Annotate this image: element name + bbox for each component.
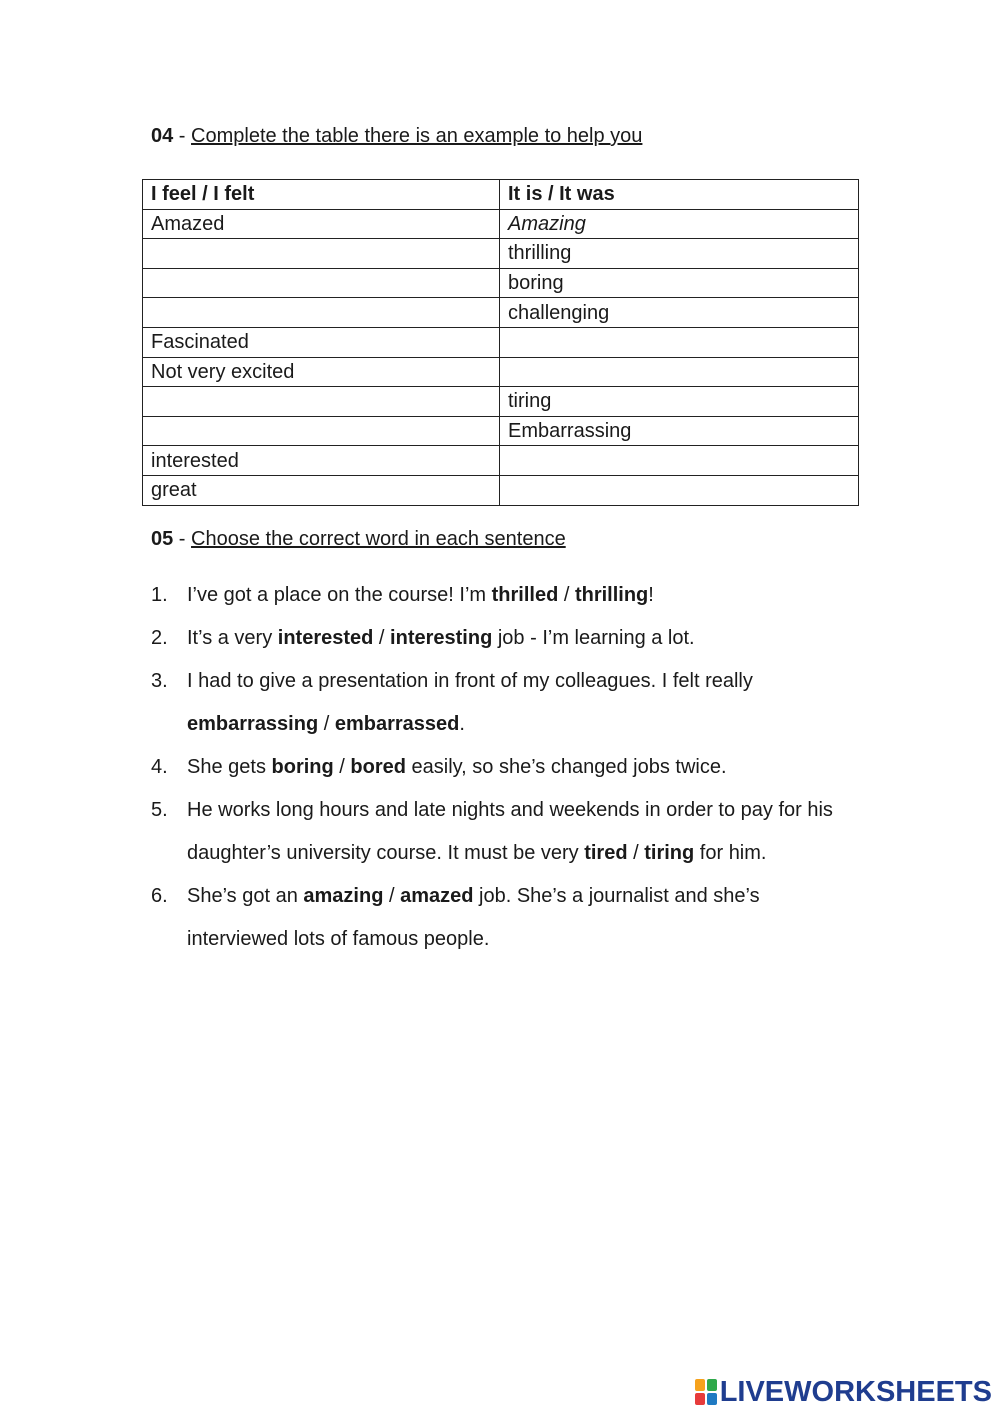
logo-mark-icon [695, 1379, 717, 1405]
table-row [143, 298, 859, 328]
logo-tile [707, 1393, 717, 1405]
feel-answer-cell[interactable] [143, 387, 500, 417]
table-row [143, 327, 859, 357]
choice-option[interactable]: embarrassed [334, 713, 460, 735]
question-item [151, 574, 851, 617]
question-text: I had to give a presentation in front of my colleagues. I felt really [187, 670, 753, 692]
question-text: She’s got an [187, 885, 304, 907]
it-is-cell: thrilling [500, 239, 859, 269]
question-number: 6. [151, 885, 168, 907]
feel-cell: Not very excited [143, 357, 500, 387]
question-number: 2. [151, 627, 168, 649]
choice-option[interactable]: tiring [644, 842, 695, 864]
choice-separator: / [333, 756, 351, 778]
table-header-row [143, 180, 859, 210]
question-number: 5. [151, 799, 168, 821]
feel-answer-cell[interactable] [143, 268, 500, 298]
question-number: 3. [151, 670, 168, 692]
table-row [143, 387, 859, 417]
choice-option[interactable]: bored [350, 756, 406, 778]
it-is-answer-cell[interactable] [500, 475, 859, 505]
question-text: job - I’m learning a lot. [492, 627, 695, 649]
question-text: He works long hours and late nights and weekends in order to pay for his daughter’s university course. It must be very [187, 799, 833, 864]
it-is-cell: tiring [500, 387, 859, 417]
example-cell: Amazing [500, 209, 859, 239]
logo-tile [695, 1393, 705, 1405]
question-text: for him. [694, 842, 767, 864]
choice-separator: / [373, 627, 391, 649]
question-text: I’ve got a place on the course! I’m [187, 584, 492, 606]
heading-separator: - [173, 528, 192, 550]
question-item [151, 617, 851, 660]
question-text: . [459, 713, 465, 735]
feel-cell: interested [143, 446, 500, 476]
logo-tile [707, 1379, 717, 1391]
choice-option[interactable]: thrilled [491, 584, 559, 606]
section-05-heading [151, 527, 566, 551]
feel-answer-cell[interactable] [143, 239, 500, 269]
choice-option[interactable]: boring [271, 756, 334, 778]
choice-option[interactable]: embarrassing [187, 713, 319, 735]
section-number: 04 [151, 125, 174, 147]
question-text: ! [648, 584, 654, 606]
question-item [151, 875, 851, 961]
logo-text: LIVEWORKSHEETS [719, 1376, 992, 1408]
choice-separator: / [318, 713, 335, 735]
choice-option[interactable]: thrilling [574, 584, 649, 606]
question-text: She gets [187, 756, 272, 778]
question-item [151, 746, 851, 789]
feel-answer-cell[interactable] [143, 298, 500, 328]
table-row [143, 416, 859, 446]
choice-separator: / [558, 584, 575, 606]
choice-option[interactable]: tired [584, 842, 628, 864]
feelings-table [142, 179, 859, 506]
liveworksheets-logo[interactable] [695, 1376, 992, 1408]
table-row [143, 475, 859, 505]
table-row [143, 357, 859, 387]
feel-answer-cell[interactable] [143, 416, 500, 446]
it-is-answer-cell[interactable] [500, 446, 859, 476]
table-row [143, 268, 859, 298]
choice-option[interactable]: amazed [400, 885, 474, 907]
table-row [143, 209, 859, 239]
choice-separator: / [383, 885, 401, 907]
choice-option[interactable]: interested [277, 627, 374, 649]
question-item [151, 789, 851, 875]
section-number: 05 [151, 528, 174, 550]
question-text: It’s a very [187, 627, 278, 649]
question-list [151, 574, 851, 961]
feel-cell: Fascinated [143, 327, 500, 357]
feel-cell: great [143, 475, 500, 505]
section-04-heading [151, 124, 642, 148]
logo-tile [695, 1379, 705, 1391]
question-text: job. She’s a journalist and she’s interviewed lots of famous people. [187, 885, 760, 950]
it-is-answer-cell[interactable] [500, 327, 859, 357]
choice-option[interactable]: interesting [390, 627, 493, 649]
it-is-cell: Embarrassing [500, 416, 859, 446]
it-is-answer-cell[interactable] [500, 357, 859, 387]
question-item [151, 660, 851, 746]
choice-separator: / [627, 842, 645, 864]
it-is-cell: boring [500, 268, 859, 298]
section-title: Complete the table there is an example to help you [191, 125, 643, 147]
question-text: easily, so she’s changed jobs twice. [405, 756, 727, 778]
section-title: Choose the correct word in each sentence [191, 528, 566, 550]
question-number: 1. [151, 584, 168, 606]
header-feel: I feel / I felt [143, 180, 500, 210]
table-row [143, 446, 859, 476]
feel-cell: Amazed [143, 209, 500, 239]
table-row [143, 239, 859, 269]
header-it-is: It is / It was [500, 180, 859, 210]
question-number: 4. [151, 756, 168, 778]
choice-option[interactable]: amazing [303, 885, 384, 907]
heading-separator: - [173, 125, 192, 147]
it-is-cell: challenging [500, 298, 859, 328]
